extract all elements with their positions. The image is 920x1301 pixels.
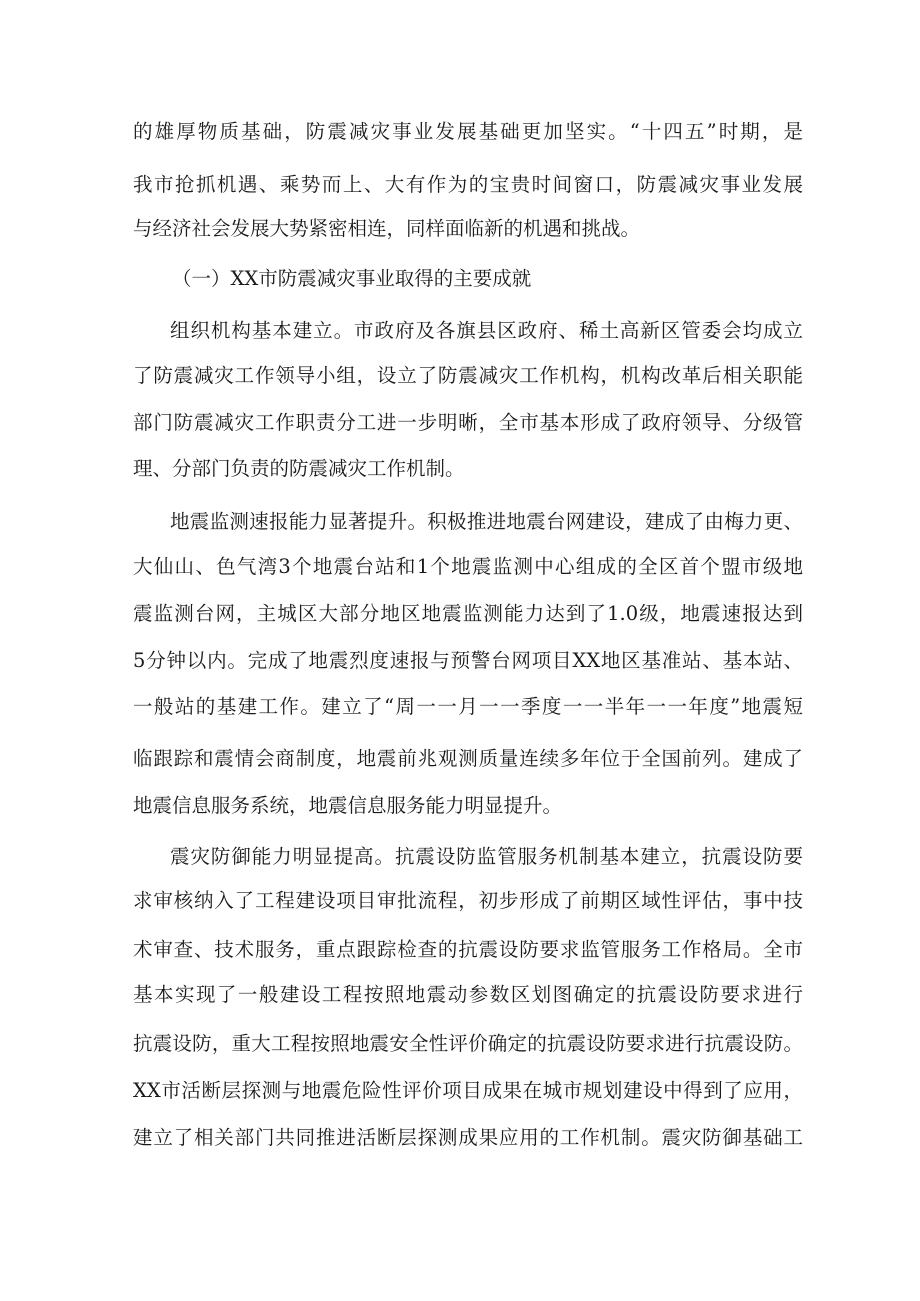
text-line: 抗震设防，重大工程按照地震安全性评价确定的抗震设防要求进行抗震设防。 xyxy=(133,1032,803,1055)
text-line: 基本实现了一般建设工程按照地震动参数区划图确定的抗震设防要求进行 xyxy=(133,983,803,1006)
text-line: 组织机构基本建立。市政府及各旗县区政府、稀土高新区管委会均成立 xyxy=(170,319,803,342)
text-line: 求审核纳入了工程建设项目审批流程，初步形成了前期区域性评估，事中技 xyxy=(133,889,803,912)
text-line: 的雄厚物质基础，防震减灾事业发展基础更加坚实。“十四五”时期，是 xyxy=(133,120,803,143)
text-line: 大仙山、色气湾3个地震台站和1个地震监测中心组成的全区首个盟市级地 xyxy=(133,555,803,578)
text-line: 地震信息服务系统，地震信息服务能力明显提升。 xyxy=(133,794,563,817)
text-line: 5分钟以内。完成了地震烈度速报与预警台网项目XX地区基准站、基本站、 xyxy=(133,649,803,672)
text-line: 临跟踪和震情会商制度，地震前兆观测质量连续多年位于全国前列。建成了 xyxy=(133,747,803,770)
text-line: 部门防震减灾工作职责分工进一步明晰，全市基本形成了政府领导、分级管 xyxy=(133,411,803,434)
text-line: 理、分部门负责的防震减灾工作机制。 xyxy=(133,457,465,480)
text-line: 了防震减灾工作领导小组，设立了防震减灾工作机构，机构改革后相关职能 xyxy=(133,364,803,387)
text-line: 术审查、技术服务，重点跟踪检查的抗震设防要求监管服务工作格局。全市 xyxy=(133,938,803,961)
text-line: 我市抢抓机遇、乘势而上、大有作为的宝贵时间窗口，防震减灾事业发展 xyxy=(133,173,803,196)
text-line: 一般站的基建工作。建立了“周一一月一一季度一一半年一一年度”地震短 xyxy=(133,695,803,718)
text-line: 与经济社会发展大势紧密相连，同样面临新的机遇和挑战。 xyxy=(133,217,641,240)
section-heading: （一）XX市防震减灾事业取得的主要成就 xyxy=(172,267,532,290)
text-line: 震灾防御能力明显提高。抗震设防监管服务机制基本建立，抗震设防要 xyxy=(170,845,803,868)
text-line: 震监测台网，主城区大部分地区地震监测能力达到了1.0级，地震速报达到 xyxy=(133,602,803,625)
text-line: 地震监测速报能力显著提升。积极推进地震台网建设，建成了由梅力更、 xyxy=(170,510,803,533)
text-line: XX市活断层探测与地震危险性评价项目成果在城市规划建设中得到了应用， xyxy=(133,1079,803,1102)
text-line: 建立了相关部门共同推进活断层探测成果应用的工作机制。震灾防御基础工 xyxy=(133,1126,803,1149)
